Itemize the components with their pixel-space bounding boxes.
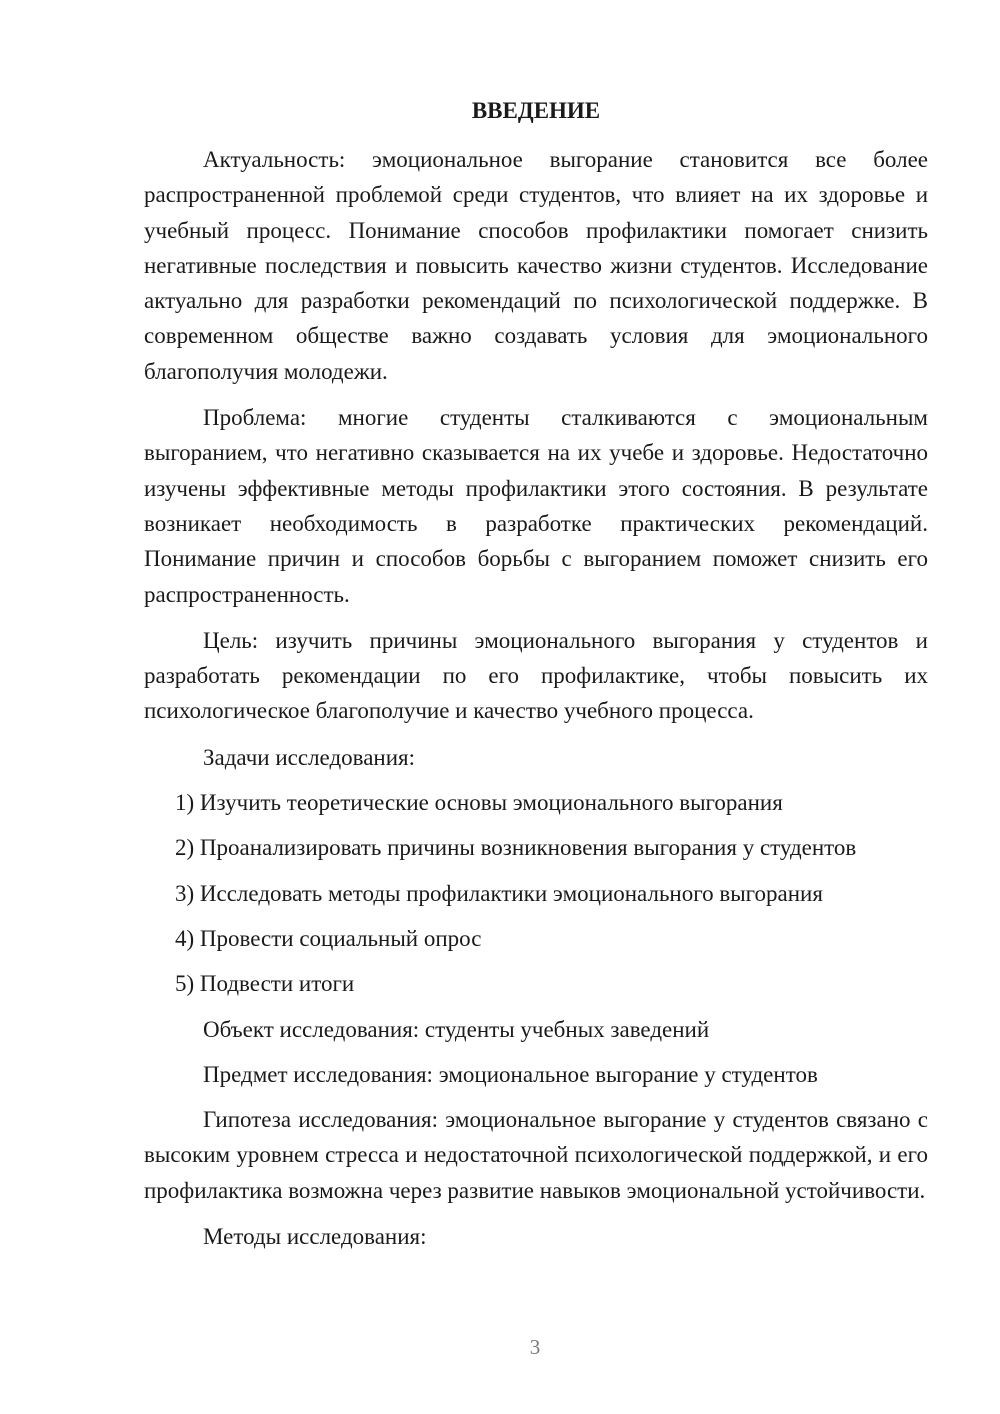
research-object: Объект исследования: студенты учебных заведений — [203, 1016, 710, 1042]
relevance-paragraph: Актуальность: эмоциональное выгорание становится все более распространенной проблемой среди студентов, что влияет на их здоровье и учебный процесс. Понимание способов профилактики помогает снизить негативные последствия и повысить качество жизни студентов. Исследование актуально для разработки рекомендаций по психологической поддержке. В современном обществе важно создавать условия для эмоционального благополучия молодежи. — [144, 147, 928, 384]
section-heading: ВВЕДЕНИЕ — [471, 98, 601, 123]
page-number: 3 — [529, 1335, 541, 1359]
task-item-2: 2) Проанализировать причины возникновения выгорания у студентов — [175, 835, 857, 861]
hypothesis-paragraph: Гипотеза исследования: эмоциональное выгорание у студентов связано с высоким уровнем стресса и недостаточной психологической поддержкой, и его профилактика возможна через развитие навыков эмоциональной устойчивости. — [144, 1107, 928, 1203]
task-item-5: 5) Подвести итоги — [175, 971, 355, 997]
task-item-4: 4) Провести социальный опрос — [175, 925, 482, 951]
document-body — [144, 93, 928, 1264]
tasks-title: Задачи исследования: — [203, 744, 416, 770]
research-subject: Предмет исследования: эмоциональное выгорание у студентов — [203, 1061, 818, 1087]
goal-paragraph: Цель: изучить причины эмоционального выгорания у студентов и разработать рекомендации по его профилактике, чтобы повысить их психологическое благополучие и качество учебного процесса. — [144, 627, 928, 724]
problem-paragraph: Проблема: многие студенты сталкиваются с эмоциональным выгоранием, что негативно сказывается на их учебе и здоровье. Недостаточно изучены эффективные методы профилактики этого состояния. В результате возникает необходимость в разработке практических рекомендаций. Понимание причин и способов борьбы с выгоранием поможет снизить его распространенность. — [144, 405, 928, 607]
methods-title: Методы исследования: — [203, 1224, 427, 1250]
task-item-1: 1) Изучить теоретические основы эмоционального выгорания — [175, 790, 783, 816]
task-item-3: 3) Исследовать методы профилактики эмоционального выгорания — [175, 880, 823, 906]
